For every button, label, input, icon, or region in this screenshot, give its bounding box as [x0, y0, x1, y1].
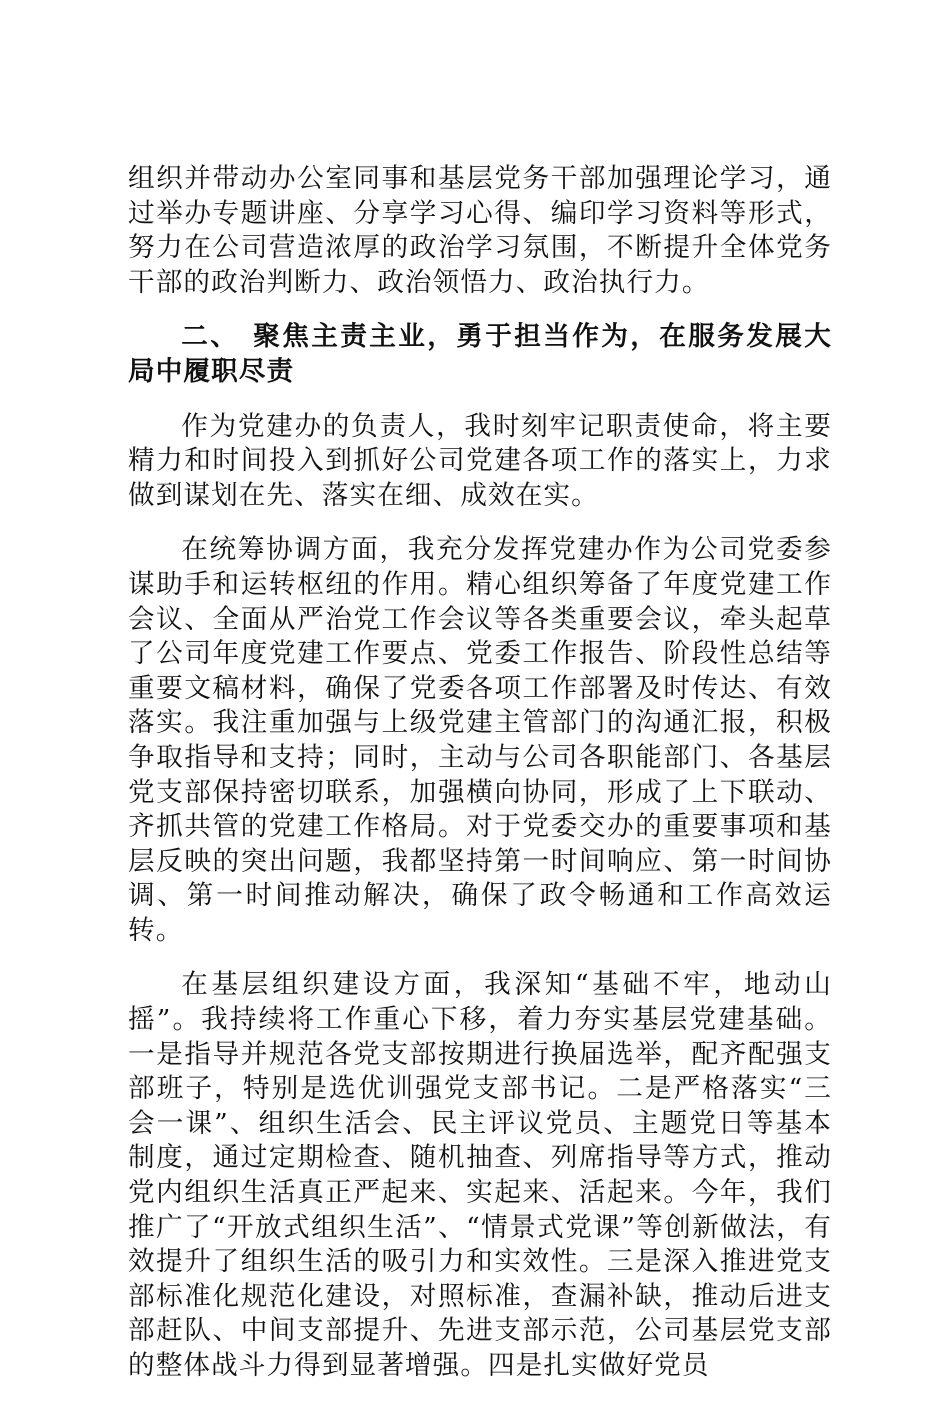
paragraph-grassroots: 在基层组织建设方面，我深知“基础不牢，地动山摇”。我持续将工作重心下移，着力夯实基层党建基础。一是指导并规范各党支部按期进行换届选举，配齐配强支部班子，特别是选优训强党支部书记。二是严格落实“三会一课”、组织生活会、民主评议党员、主题党日等基本制度，通过定期检查、随机抽查、列席指导等方式，推动党内组织生活真正严起来、实起来、活起来。今年，我们推广了“开放式组织生活”、“情景式党课”等创新做法，有效提升了组织生活的吸引力和实效性。三是深入推进党支部标准化规范化建设，对照标准，查漏补缺，推动后进支部赶队、中间支部提升、先进支部示范，公司基层党支部的整体战斗力得到显著增强。四是扎实做好党员 — [128, 969, 832, 1381]
paragraph-responsibility: 作为党建办的负责人，我时刻牢记职责使命，将主要精力和时间投入到抓好公司党建各项工作的落实上，力求做到谋划在先、落实在细、成效在实。 — [128, 410, 832, 511]
section-heading-number: 二、 — [181, 321, 240, 353]
document-page — [128, 162, 832, 1404]
paragraph-coordination: 在统筹协调方面，我充分发挥党建办作为公司党委参谋助手和运转枢纽的作用。精心组织筹备了年度党建工作会议、全面从严治党工作会议等各类重要会议，牵头起草了公司年度党建工作要点、党委工作报告、阶段性总结等重要文稿材料，确保了党委各项工作部署及时传达、有效落实。我注重加强与上级党建主管部门的沟通汇报，积极争取指导和支持；同时，主动与公司各职能部门、各基层党支部保持密切联系，加强横向协同，形成了上下联动、齐抓共管的党建工作格局。对于党委交办的重要事项和基层反映的突出问题，我都坚持第一时间响应、第一时间协调、第一时间推动解决，确保了政令畅通和工作高效运转。 — [128, 534, 832, 946]
section-heading — [128, 320, 832, 389]
section-heading-text: 聚焦主责主业，勇于担当作为，在服务发展大局中履职尽责 — [128, 321, 833, 387]
paragraph-continuation: 组织并带动办公室同事和基层党务干部加强理论学习，通过举办专题讲座、分享学习心得、编印学习资料等形式，努力在公司营造浓厚的政治学习氛围，不断提升全体党务干部的政治判断力、政治领悟力、政治执行力。 — [128, 163, 832, 298]
